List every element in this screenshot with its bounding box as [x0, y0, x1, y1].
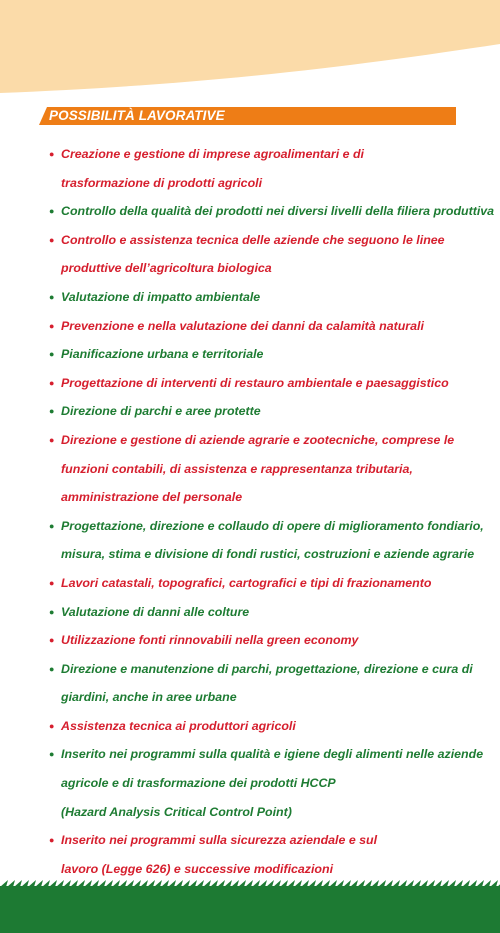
bullet-icon: ●: [49, 835, 55, 846]
list-item-text: Creazione e gestione di imprese agroalimentari e di: [61, 147, 364, 161]
bullet-icon: ●: [49, 320, 55, 331]
bullet-icon: ●: [49, 434, 55, 445]
list-item-text: Lavori catastali, topografici, cartografici e tipi di frazionamento: [61, 575, 432, 590]
list-item: [49, 712, 497, 741]
list-item-text: giardini, anche in aree urbane: [61, 690, 237, 705]
list-item-text: Controllo e assistenza tecnica delle aziende che seguono le linee: [61, 232, 445, 247]
section-title: POSSIBILITÀ LAVORATIVE: [49, 108, 225, 123]
bullet-icon: ●: [49, 149, 55, 159]
bullet-icon: ●: [49, 635, 55, 646]
list-item-text: misura, stima e divisione di fondi rustici, costruzioni e aziende agrarie: [61, 547, 475, 562]
list-item: [49, 655, 497, 684]
list-item-text: Valutazione di impatto ambientale: [61, 289, 261, 304]
list-item: [49, 312, 497, 341]
list-item-text: Prevenzione e nella valutazione dei danni da calamità naturali: [61, 318, 424, 333]
list-item: [49, 512, 497, 541]
list-item: [49, 140, 497, 169]
bullet-icon: ●: [49, 749, 55, 760]
list-item-text: Direzione e manutenzione di parchi, progettazione, direzione e cura di: [61, 661, 473, 676]
bullet-icon: ●: [49, 577, 55, 588]
list-item: [49, 369, 497, 398]
list-item-text: funzioni contabili, di assistenza e rappresentanza tributaria,: [61, 461, 413, 476]
bullet-icon: ●: [49, 663, 55, 674]
list-item-text: Assistenza tecnica ai produttori agricoli: [61, 718, 296, 733]
list-item-text: trasformazione di prodotti agricoli: [61, 175, 263, 190]
list-item-text: Pianificazione urbana e territoriale: [61, 347, 264, 362]
list-item-continuation: [49, 540, 497, 569]
list-item: [49, 283, 497, 312]
list-item-text: Direzione di parchi e aree protette: [61, 404, 261, 419]
list-item-continuation: [49, 798, 497, 827]
bullet-icon: ●: [49, 349, 55, 360]
list-item-text: (Hazard Analysis Critical Control Point): [61, 804, 292, 819]
bullet-icon: ●: [49, 291, 55, 302]
job-opportunities-list: [49, 140, 497, 883]
list-item: [49, 598, 497, 627]
list-item-text: Inserito nei programmi sulla qualità e igiene degli alimenti nelle aziende: [61, 747, 484, 762]
list-item-text: Inserito nei programmi sulla sicurezza aziendale e sul: [61, 833, 378, 848]
list-item-text: Utilizzazione fonti rinnovabili nella green economy: [61, 633, 359, 648]
list-item-text: lavoro (Legge 626) e successive modificazioni: [61, 861, 334, 876]
list-item-text: Progettazione, direzione e collaudo di opere di miglioramento fondiario,: [61, 518, 484, 533]
list-item-continuation: [49, 683, 497, 712]
top-wave-decoration: [0, 0, 500, 100]
list-item: [49, 226, 497, 255]
list-item-text: agricole e di trasformazione dei prodotti HCCP: [61, 776, 336, 791]
list-item-continuation: [49, 169, 497, 198]
bullet-icon: ●: [49, 377, 55, 388]
list-item: [49, 626, 497, 655]
bullet-icon: ●: [49, 606, 55, 617]
list-item-text: amministrazione del personale: [61, 490, 243, 505]
list-item: [49, 340, 497, 369]
grass-footer-decoration: [0, 877, 500, 933]
list-item-text: produttive dell’agricoltura biologica: [61, 261, 272, 276]
list-item-continuation: [49, 483, 497, 512]
list-item-text: Controllo della qualità dei prodotti nei diversi livelli della filiera produttiva: [61, 204, 495, 219]
list-item: [49, 426, 497, 455]
list-item: [49, 197, 497, 226]
list-item: [49, 397, 497, 426]
list-item-text: Valutazione di danni alle colture: [61, 604, 250, 619]
list-item: [49, 569, 497, 598]
list-item-continuation: [49, 769, 497, 798]
list-item-text: Direzione e gestione di aziende agrarie e zootecniche, comprese le: [61, 432, 455, 447]
list-item-continuation: [49, 254, 497, 283]
list-item-text: Progettazione di interventi di restauro ambientale e paesaggistico: [61, 375, 449, 390]
list-item: [49, 826, 497, 855]
list-item-continuation: [49, 455, 497, 484]
bullet-icon: ●: [49, 720, 55, 731]
list-item: [49, 740, 497, 769]
bullet-icon: ●: [49, 520, 55, 531]
bullet-icon: ●: [49, 234, 55, 245]
bullet-icon: ●: [49, 206, 55, 217]
bullet-icon: ●: [49, 406, 55, 417]
